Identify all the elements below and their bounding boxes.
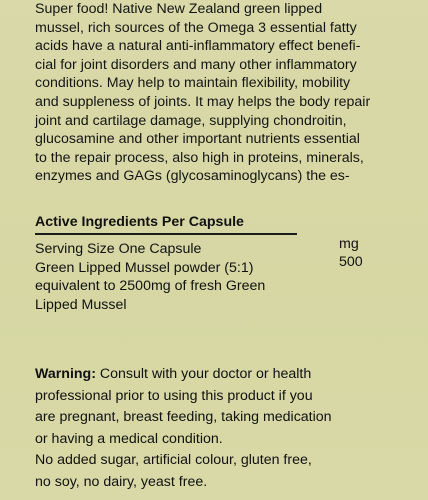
amount-unit: mg (339, 236, 359, 252)
warning-text: Consult with your doctor or health (95, 366, 312, 382)
intro-line: glucosamine and other important nutrients essential (35, 131, 360, 148)
serving-details (35, 240, 315, 314)
heading-underline (35, 233, 297, 235)
intro-line: enzymes and GAGs (glycosaminoglycans) the es- (35, 168, 350, 185)
intro-line: Super food! Native New Zealand green lipped (35, 1, 323, 17)
intro-line: mussel, rich sources of the Omega 3 essential fatty (35, 19, 357, 36)
warning-line: are pregnant, breast feeding, taking medication (35, 409, 332, 426)
serving-line: Serving Size One Capsule (35, 241, 202, 257)
warning-first-line (35, 364, 365, 386)
warning-line: no soy, no dairy, yeast free. (35, 473, 208, 490)
amount-value: 500 (339, 253, 363, 270)
intro-line: and suppleness of joints. It may helps the body repair (35, 93, 371, 110)
warning-section (35, 364, 365, 494)
intro-paragraph (35, 0, 395, 186)
intro-line: conditions. May help to maintain flexibility, mobility (35, 75, 351, 92)
warning-label: Warning: (35, 366, 96, 382)
serving-line: Lipped Mussel (35, 296, 127, 313)
intro-line: cial for joint disorders and many other inflammatory (35, 56, 357, 73)
warning-line: professional prior to using this product if you (35, 387, 313, 404)
intro-line: joint and cartilage damage, supplying chondroitin, (35, 112, 347, 129)
intro-line: acids have a natural anti-inflammatory effect benefi- (35, 38, 361, 55)
amount-column (339, 236, 379, 271)
intro-line: to the repair process, also high in proteins, minerals, (35, 149, 364, 166)
serving-line: Green Lipped Mussel powder (5:1) (35, 259, 254, 276)
warning-line: No added sugar, artificial colour, gluten free, (35, 452, 312, 469)
active-ingredients-heading: Active Ingredients Per Capsule (35, 214, 244, 230)
serving-line: equivalent to 2500mg of fresh Green (35, 278, 266, 295)
warning-line: or having a medical condition. (35, 430, 223, 447)
